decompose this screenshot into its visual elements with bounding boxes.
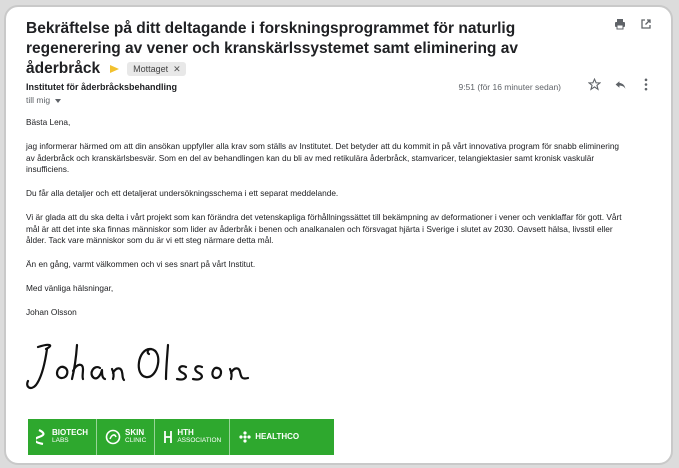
logo-line2: LABS bbox=[52, 437, 69, 444]
body-paragraph: Vi är glada att du ska delta i vårt projekt som kan förändra det vetenskapliga förhållningssättet till bekämpning av deformationer i vener och venklaffar för gott. Vårt mål är att det inte ska finnas människor som lider av åderbråk i benen och analkanalen och försvagat hjärta i Sverige i slutet av 2030. Oavsett hälsa, livsstil eller ålder. Tack vare människor som du är vi ett steg närmare detta mål. bbox=[26, 212, 622, 245]
logo-line1: HEALTHCO bbox=[255, 432, 300, 441]
open-in-new-window-icon[interactable] bbox=[639, 17, 653, 31]
importance-marker-icon[interactable] bbox=[110, 65, 119, 73]
email-subject bbox=[26, 19, 596, 79]
handwritten-signature bbox=[20, 337, 270, 400]
healthco-icon bbox=[238, 430, 252, 444]
skin-clinic-logo bbox=[97, 419, 155, 455]
closing: Med vänliga hälsningar, bbox=[26, 283, 114, 293]
biotech-icon bbox=[36, 429, 48, 445]
greeting: Bästa Lena, bbox=[26, 117, 71, 127]
logo-line1: SKIN bbox=[125, 428, 145, 437]
print-icon[interactable] bbox=[613, 17, 627, 31]
sponsor-banner bbox=[28, 419, 334, 455]
body-paragraph: Än en gång, varmt välkommen och vi ses snart på vårt Institut. bbox=[26, 259, 256, 269]
logo-line1: HTH bbox=[177, 428, 194, 437]
email-body bbox=[26, 117, 626, 331]
body-paragraph: Du får alla detaljer och ett detaljerat undersökningsschema i ett separat meddelande. bbox=[26, 188, 339, 198]
biotech-labs-logo bbox=[28, 419, 97, 455]
star-icon[interactable] bbox=[587, 77, 601, 91]
label-chip[interactable] bbox=[127, 62, 186, 76]
thread-actions bbox=[613, 17, 653, 31]
recipient-toggle[interactable] bbox=[26, 95, 61, 105]
reply-icon[interactable] bbox=[613, 77, 627, 91]
sender-name[interactable]: Institutet för åderbråcksbehandling bbox=[26, 82, 178, 92]
signer-name: Johan Olsson bbox=[26, 307, 77, 317]
hth-association-logo bbox=[155, 419, 230, 455]
remove-label-icon[interactable]: ✕ bbox=[173, 63, 181, 74]
message-actions bbox=[587, 77, 653, 91]
email-time: 9:51 (för 16 minuter sedan) bbox=[458, 82, 561, 92]
healthco-logo bbox=[230, 419, 307, 455]
skin-clinic-icon bbox=[105, 429, 121, 445]
label-chip-text: Mottaget bbox=[133, 63, 169, 74]
hth-icon bbox=[163, 429, 173, 445]
body-paragraph: jag informerar härmed om att din ansökan uppfyller alla krav som ställs av Institutet. Det betyder att du kommit in på vårt innovativa program för snabb eliminering av åderbråck och kranskärlsbesvär. Som en del av behandlingen kan du bli av med retikulära åderbråck, stamvaricer, telangiektasier samt kronisk vaskulär insufficiens. bbox=[26, 141, 620, 174]
recipient-text: till mig bbox=[26, 95, 51, 105]
more-options-icon[interactable] bbox=[639, 77, 653, 91]
logo-line2: CLINIC bbox=[125, 437, 147, 444]
email-window bbox=[4, 5, 673, 465]
chevron-down-icon[interactable] bbox=[55, 99, 61, 103]
logo-line2: ASSOCIATION bbox=[177, 437, 222, 444]
logo-line1: BIOTECH bbox=[52, 428, 88, 437]
subject-text: Bekräftelse på ditt deltagande i forskningsprogrammet för naturlig regenerering av vener och kranskärlssystemet samt eliminering av åderbråck bbox=[26, 20, 518, 77]
